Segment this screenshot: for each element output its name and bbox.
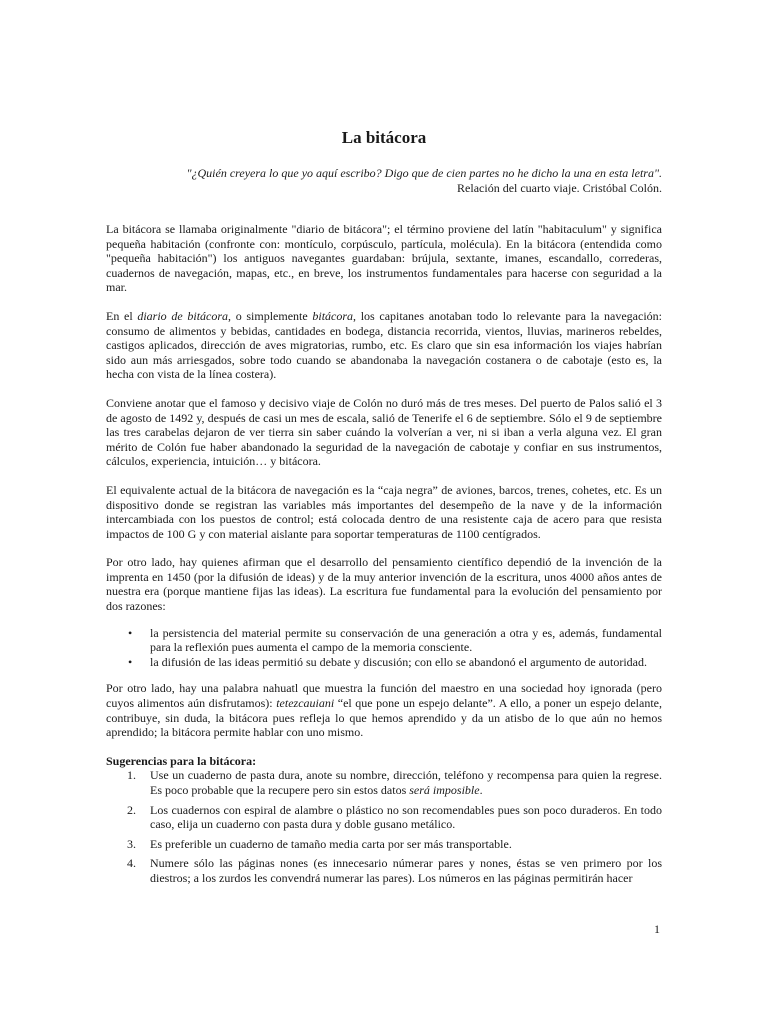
item-number: 1. [127, 768, 136, 783]
text-run: , los capitanes anotaban todo lo relevante para la navegación: consumo de alimentos y bebidas, cantidades en bodega, distancia recorrida, vientos, lluvias, marineros rebeldes, castigos aplicados, dirección de aves migratorias, rumbo, etc. Es claro que sin esa información los viajes habrían sido aun más arriesgados, sobre todo cuando se abandonaba la navegación costanera o de cabotaje (esto es, la hecha con vista de la línea costera). [106, 308, 662, 382]
paragraph-black-box: El equivalente actual de la bitácora de navegación es la “caja negra” de aviones, barcos, trenes, cohetes, etc. Es un dispositivo donde se registran las variables más importantes del desempeño de la nave y de la información intercambiada con los puestos de control; está colocada dentro de una resistente caja de acero para que resista impactos de 100 G y con material aislante para soportar temperaturas de 1100 centígrados. [106, 482, 662, 541]
paragraph-writing: Por otro lado, hay quienes afirman que el desarrollo del pensamiento científico dependió de la invención de la imprenta en 1450 (por la difusión de ideas) y de la muy anterior invención de la escritura, unos 4000 años antes de nuestra era (porque mantiene fijas las ideas). La escritura fue fundamental para la evolución del pensamiento por dos razones: [106, 555, 662, 614]
italic-term: será imposible [409, 783, 480, 797]
page-number: 1 [654, 922, 660, 936]
epigraph-quote: "¿Quién creyera lo que yo aquí escribo? Digo que de cien partes no he dicho la una en esta letra". [186, 166, 662, 180]
list-item [127, 768, 662, 797]
epigraph-source: Relación del cuarto viaje. Cristóbal Colón. [457, 181, 662, 195]
list-item-text: Use un cuaderno de pasta dura, anote su nombre, dirección, teléfono y recompensa para quien la regrese. Es poco probable que la recupere pero sin estos datos [150, 768, 662, 797]
list-item [127, 836, 662, 852]
reasons-list [106, 626, 662, 670]
list-item [128, 654, 662, 670]
italic-term: diario de bitácora [137, 308, 229, 323]
suggestions-list [106, 768, 662, 885]
paragraph-captains [106, 309, 662, 382]
text-run: En el [106, 308, 138, 323]
paragraph-nahuatl [106, 681, 662, 739]
page-title: La bitácora [341, 128, 427, 147]
text-run: Por otro lado, hay una palabra nahuatl que muestra la función del maestro en una sociedad hoy ignorada (pero cuyos alimentos aún disfrutamos): [106, 681, 662, 711]
list-item [127, 856, 662, 885]
list-item-text: la persistencia del material permite su conservación de una generación a otra y es, además, fundamental para la reflexión pues aumenta el campo de la memoria consciente. [150, 625, 662, 655]
epigraph [106, 166, 662, 196]
item-number: 2. [127, 802, 136, 817]
item-number: 4. [127, 856, 136, 871]
italic-term: tetezcauiani [276, 696, 335, 711]
list-item-text: Los cuadernos con espiral de alambre o plástico no son recomendables pues son poco duraderos. En todo caso, elija un cuaderno con pasta dura y doble gusano metálico. [150, 802, 662, 832]
suggestions-heading: Sugerencias para la bitácora: [106, 753, 257, 768]
text-run: , o simplemente [228, 308, 313, 323]
bullet-icon: • [128, 654, 133, 669]
paragraph-colon-voyage: Conviene anotar que el famoso y decisivo viaje de Colón no duró más de tres meses. Del puerto de Palos salió el 3 de agosto de 1492 y, después de casi un mes de escala, salió de Tenerife el 6 de septiembre. Sólo el 9 de septiembre las tres carabelas dejaron de ver tierra sin saber cuándo la volverían a ver, ni si iban a verla alguna vez. El gran mérito de Colón fue haber abandonado la seguridad de la navegación de cabotaje y confiar en sus instrumentos, cálculos, experiencia, intuición… y bitácora. [106, 395, 662, 469]
list-item-text: Es preferible un cuaderno de tamaño media carta por ser más transportable. [150, 836, 512, 851]
list-item-text: la difusión de las ideas permitió su debate y discusión; con ello se abandonó el argumento de autoridad. [150, 654, 647, 669]
item-number: 3. [127, 836, 136, 851]
text-run: “el que pone un espejo delante”. A ello, a poner un espejo delante, contribuye, sin duda, la bitácora pues refleja lo que hemos aprendido y da un atisbo de lo que aún no hemos aprendido; la bitácora permite hablar con uno mismo. [106, 696, 662, 740]
list-item [128, 625, 662, 655]
list-item [127, 802, 662, 832]
italic-term: bitácora [312, 308, 354, 323]
list-item-text: . [479, 783, 483, 797]
bullet-icon: • [128, 625, 133, 640]
paragraph-origin: La bitácora se llamaba originalmente "diario de bitácora"; el término proviene del latín "habitaculum" y significa pequeña habitación (confronte con: montículo, corpúsculo, partícula, molécula). En la bitácora (entendida como "pequeña habitación") los antiguos navegantes guardaban: brújula, sextante, imanes, escandallo, correderas, cuadernos de navegación, mapas, etc., en breve, los instrumentos fundamentales para hacerse con seguridad a la mar. [106, 222, 662, 295]
document-body [106, 222, 662, 891]
list-item-text: Numere sólo las páginas nones (es innecesario númerar pares y nones, éstas se ven primero por los diestros; a los zurdos les convendrá numerar las pares). Los números en las páginas permitirán hacer [150, 856, 662, 885]
